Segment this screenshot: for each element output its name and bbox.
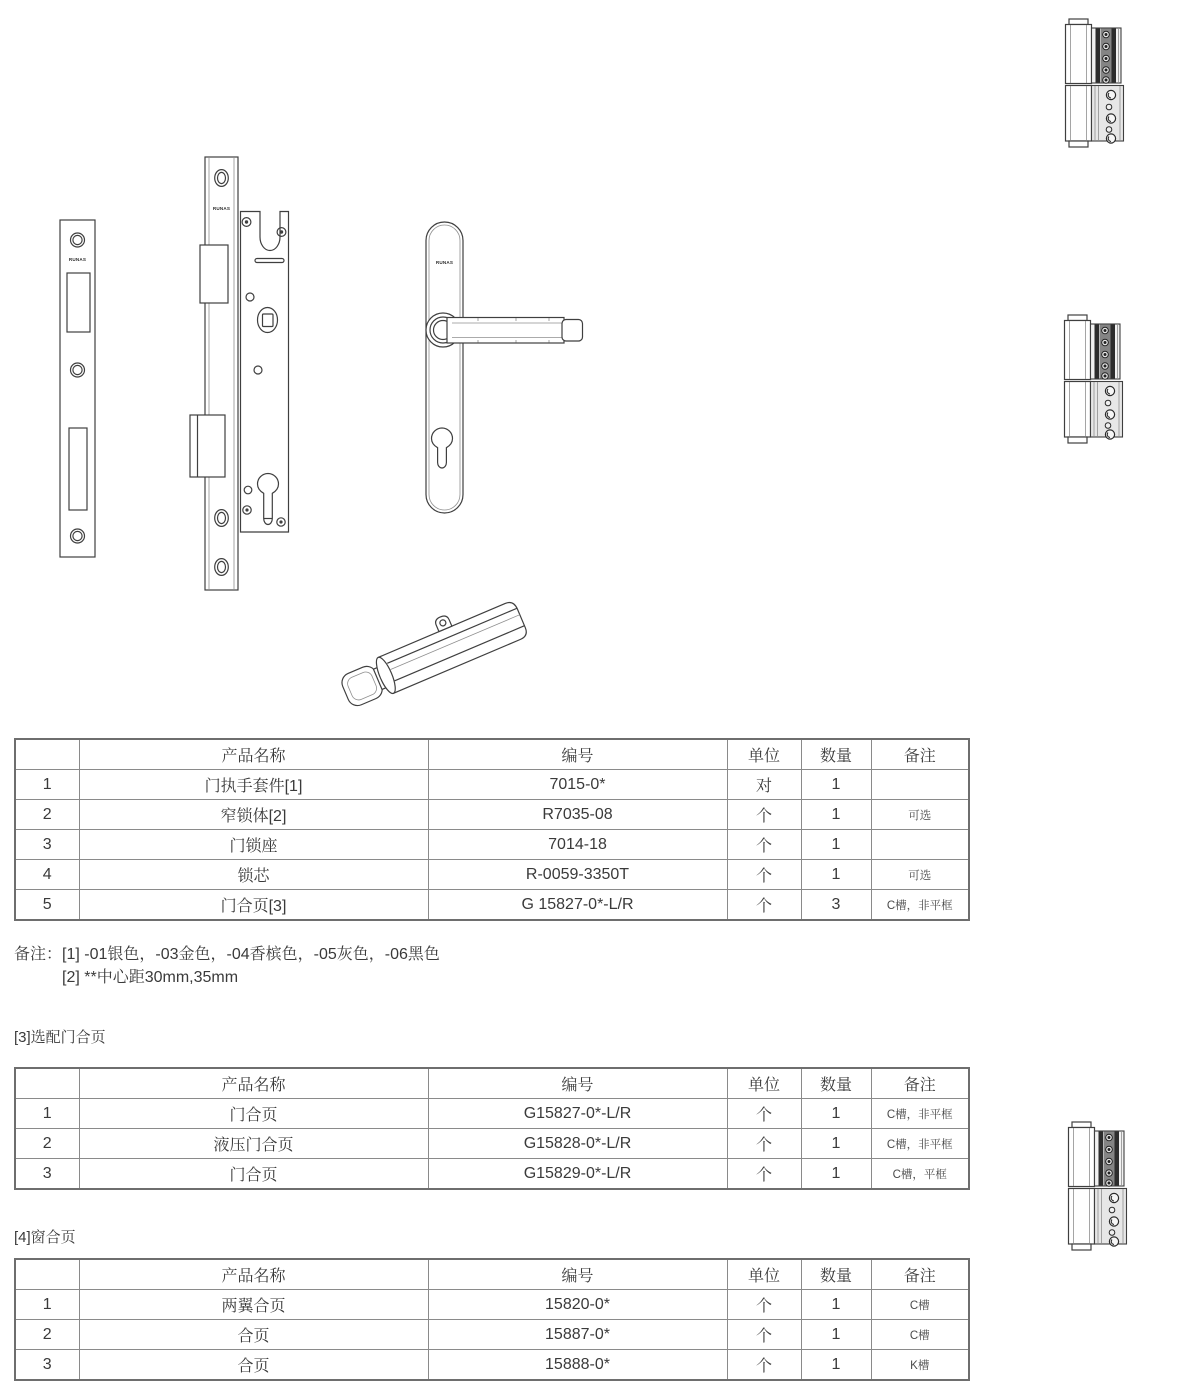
column-header: 产品名称 — [79, 1259, 428, 1290]
handle-drawing — [426, 222, 583, 513]
cell-quantity: 1 — [801, 830, 871, 860]
cell-quantity: 1 — [801, 770, 871, 800]
cell-quantity: 1 — [801, 860, 871, 890]
door-hinge-table — [14, 1067, 970, 1190]
cell-part-number: G15828-0*-L/R — [428, 1129, 727, 1159]
cell-index: 2 — [15, 800, 79, 830]
notes-label: 备注： — [14, 946, 63, 963]
hinge-drawing-bottom — [1069, 1122, 1127, 1250]
cell-index: 2 — [15, 1320, 79, 1350]
cell-product-name: 门合页 — [79, 1099, 428, 1129]
note-line-1: [1] -01银色，-03金色，-04香槟色，-05灰色，-06黑色 — [62, 946, 440, 963]
cell-quantity: 1 — [801, 1159, 871, 1190]
column-header — [15, 1259, 79, 1290]
cell-remark: 可选 — [871, 860, 969, 890]
cell-remark — [871, 770, 969, 800]
cell-part-number: G15829-0*-L/R — [428, 1159, 727, 1190]
cell-part-number: 7014-18 — [428, 830, 727, 860]
column-header: 单位 — [727, 1068, 801, 1099]
parts-table — [14, 738, 970, 921]
column-header: 产品名称 — [79, 1068, 428, 1099]
cell-remark: C槽，非平框 — [871, 1129, 969, 1159]
brand-mark: RUNAS — [212, 206, 231, 211]
table-row — [15, 770, 969, 800]
cell-product-name: 门合页[3] — [79, 890, 428, 921]
hinge-drawing-middle — [1065, 315, 1123, 443]
table-header-row — [15, 739, 969, 770]
cell-index: 3 — [15, 830, 79, 860]
table-row — [15, 860, 969, 890]
column-header: 备注 — [871, 739, 969, 770]
cell-quantity: 1 — [801, 800, 871, 830]
cell-index: 3 — [15, 1350, 79, 1381]
brand-mark: RUNAS — [435, 260, 454, 265]
column-header: 编号 — [428, 1068, 727, 1099]
cell-quantity: 3 — [801, 890, 871, 921]
cell-quantity: 1 — [801, 1350, 871, 1381]
column-header: 数量 — [801, 1259, 871, 1290]
column-header: 编号 — [428, 739, 727, 770]
note-line-2: [2] **中心距30mm,35mm — [62, 969, 239, 986]
cell-product-name: 两翼合页 — [79, 1290, 428, 1320]
cell-remark: C槽 — [871, 1320, 969, 1350]
table-row — [15, 1320, 969, 1350]
cell-index: 2 — [15, 1129, 79, 1159]
cell-quantity: 1 — [801, 1290, 871, 1320]
cell-part-number: G 15827-0*-L/R — [428, 890, 727, 921]
cell-part-number: R-0059-3350T — [428, 860, 727, 890]
table-row — [15, 1290, 969, 1320]
cell-part-number: 15887-0* — [428, 1320, 727, 1350]
cell-remark: K槽 — [871, 1350, 969, 1381]
cell-product-name: 液压门合页 — [79, 1129, 428, 1159]
brand-mark: RUNAS — [68, 257, 87, 262]
column-header: 数量 — [801, 739, 871, 770]
column-header — [15, 739, 79, 770]
cell-index: 4 — [15, 860, 79, 890]
cell-product-name: 合页 — [79, 1320, 428, 1350]
cell-remark: C槽，非平框 — [871, 890, 969, 921]
column-header: 产品名称 — [79, 739, 428, 770]
cell-remark — [871, 830, 969, 860]
column-header: 单位 — [727, 1259, 801, 1290]
cell-index: 1 — [15, 770, 79, 800]
table-row — [15, 890, 969, 921]
cell-product-name: 门锁座 — [79, 830, 428, 860]
cell-part-number: 15888-0* — [428, 1350, 727, 1381]
table-row — [15, 1159, 969, 1190]
hinge-drawing-top — [1066, 19, 1124, 147]
column-header: 备注 — [871, 1259, 969, 1290]
cell-remark: 可选 — [871, 800, 969, 830]
cell-unit: 个 — [727, 1129, 801, 1159]
cell-unit: 个 — [727, 890, 801, 921]
table-row — [15, 1099, 969, 1129]
cell-product-name: 窄锁体[2] — [79, 800, 428, 830]
cell-index: 1 — [15, 1290, 79, 1320]
cell-quantity: 1 — [801, 1099, 871, 1129]
cell-unit: 个 — [727, 1290, 801, 1320]
cell-product-name: 合页 — [79, 1350, 428, 1381]
section-title-window-hinges: [4]窗合页 — [14, 1229, 76, 1246]
column-header: 编号 — [428, 1259, 727, 1290]
table-row — [15, 1129, 969, 1159]
cell-unit: 个 — [727, 1099, 801, 1129]
column-header — [15, 1068, 79, 1099]
cell-remark: C槽 — [871, 1290, 969, 1320]
cell-quantity: 1 — [801, 1320, 871, 1350]
cell-unit: 个 — [727, 800, 801, 830]
window-hinge-table — [14, 1258, 970, 1381]
cylinder-drawing — [333, 588, 529, 710]
cell-product-name: 锁芯 — [79, 860, 428, 890]
cell-unit: 个 — [727, 1350, 801, 1381]
table-header-row — [15, 1068, 969, 1099]
table-row — [15, 800, 969, 830]
column-header: 单位 — [727, 739, 801, 770]
cell-index: 1 — [15, 1099, 79, 1129]
cell-index: 3 — [15, 1159, 79, 1190]
cell-part-number: R7035-08 — [428, 800, 727, 830]
cell-part-number: 7015-0* — [428, 770, 727, 800]
cell-unit: 对 — [727, 770, 801, 800]
cell-remark: C槽，平框 — [871, 1159, 969, 1190]
cell-unit: 个 — [727, 1159, 801, 1190]
cell-index: 5 — [15, 890, 79, 921]
strike-plate-drawing — [60, 220, 95, 557]
notes — [14, 943, 440, 989]
cell-unit: 个 — [727, 1320, 801, 1350]
mortise-lock-drawing — [190, 157, 289, 590]
section-title-door-hinges: [3]选配门合页 — [14, 1029, 106, 1046]
cell-unit: 个 — [727, 830, 801, 860]
column-header: 备注 — [871, 1068, 969, 1099]
cell-part-number: G15827-0*-L/R — [428, 1099, 727, 1129]
cell-part-number: 15820-0* — [428, 1290, 727, 1320]
cell-product-name: 门执手套件[1] — [79, 770, 428, 800]
table-row — [15, 1350, 969, 1381]
cell-quantity: 1 — [801, 1129, 871, 1159]
cell-remark: C槽，非平框 — [871, 1099, 969, 1129]
cell-product-name: 门合页 — [79, 1159, 428, 1190]
cell-unit: 个 — [727, 860, 801, 890]
table-row — [15, 830, 969, 860]
table-header-row — [15, 1259, 969, 1290]
column-header: 数量 — [801, 1068, 871, 1099]
